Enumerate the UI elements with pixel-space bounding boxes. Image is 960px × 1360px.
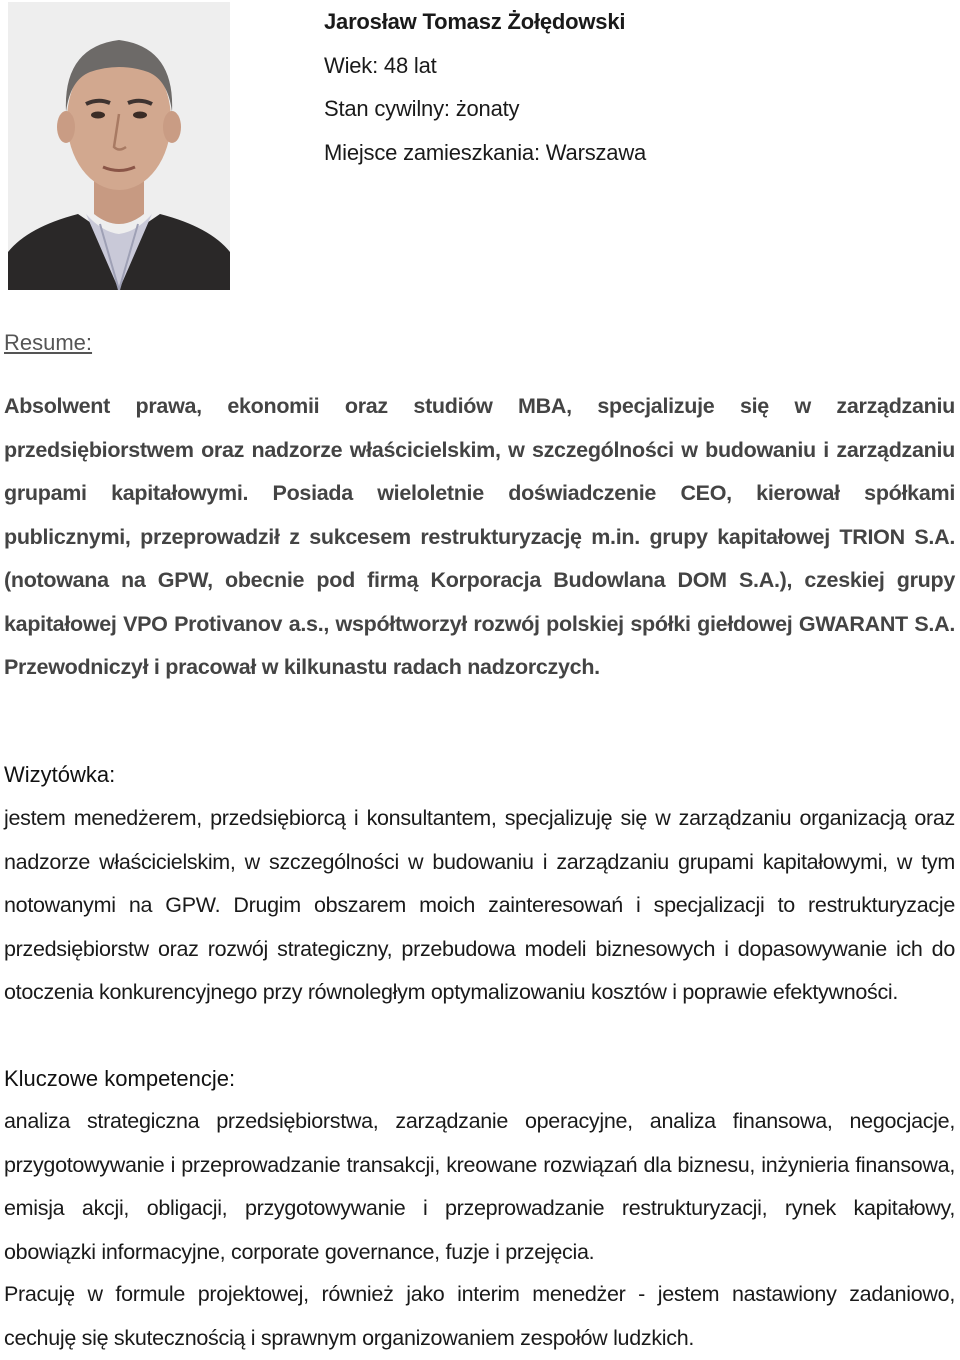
resume-heading: Resume: — [4, 330, 93, 355]
residence-line: Miejsce zamieszkania: Warszawa — [324, 139, 647, 165]
competencies-heading: Kluczowe kompetencje: — [4, 1066, 236, 1091]
portrait-image — [8, 2, 230, 290]
competencies-text: analiza strategiczna przedsiębiorstwa, zarządzanie operacyjne, analiza finansowa, negocjacje, przygotowywanie i przeprowadzanie transakcji, kreowane rozwiązań dla biznesu, inżynieria finansowa, emisja akcji, obligacji, przygotowywanie i przeprowadzanie restrukturyzacji, rynek kapitałowy, obowiązki informacyjne, corporate governance, fuzje i przejęcia. — [4, 1109, 955, 1264]
project-work-text: Pracuję w formule projektowej, również jako interim menedżer - jestem nastawiony zadaniowo, cechuję się skutecznością i sprawnym organizowaniem zespołów ludzkich. — [4, 1282, 955, 1350]
profile-header — [324, 0, 646, 174]
age-line: Wiek: 48 lat — [324, 52, 437, 78]
business-card-text: jestem menedżerem, przedsiębiorcą i konsultantem, specjalizuję się w zarządzaniu organizacją oraz nadzorze właścicielskim, w szczególności w budowaniu i zarządzaniu grupami kapitałowymi, w tym notowanymi na GPW. Drugim obszarem moich zainteresowań i specjalizacji to restrukturyzacje przedsiębiorstw oraz rozwój strategiczny, przebudowa modeli biznesowych i dopasowywanie ich do otoczenia konkurencyjnego przy równoległym optymalizowaniu kosztów i poprawie efektywności. — [4, 806, 955, 1004]
business-card-heading: Wizytówka: — [4, 762, 116, 787]
person-name: Jarosław Tomasz Żołędowski — [324, 9, 626, 34]
marital-status-line: Stan cywilny: żonaty — [324, 96, 520, 121]
resume-text: Absolwent prawa, ekonomii oraz studiów MBA, specjalizuje się w zarządzaniu przedsiębiorstwem oraz nadzorze właścicielskim, w szczególności w budowaniu i zarządzaniu grupami kapitałowymi. Posiada wieloletnie doświadczenie CEO, kierował spółkami publicznymi, przeprowadził z sukcesem restrukturyzację m.in. grupy kapitałowej TRION S.A. (notowana na GPW, obecnie pod firmą Korporacja Budowlana DOM S.A.), czeskiej grupy kapitałowej VPO Protivanov a.s., współtworzył rozwój polskiej spółki giełdowej GWARANT S.A. Przewodniczył i pracował w kilkunastu radach nadzorczych. — [4, 394, 955, 679]
profile-photo — [8, 2, 230, 290]
